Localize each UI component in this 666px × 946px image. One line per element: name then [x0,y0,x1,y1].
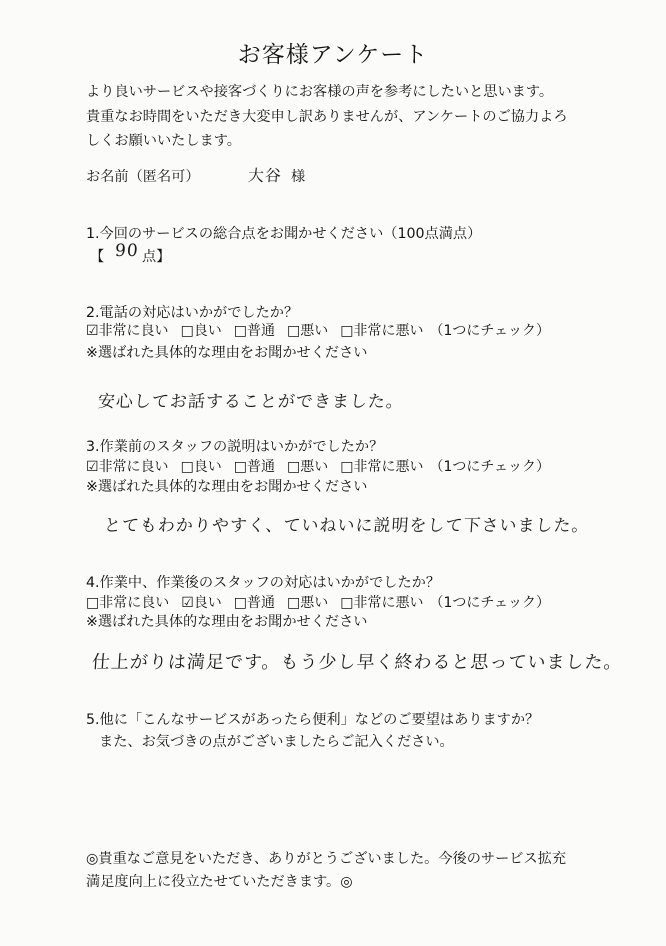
checkbox-checked-icon[interactable]: ☑ [86,459,99,475]
footer-line-2: 満足度向上に役立たせていただきます。◎ [86,874,353,890]
option-q4-3[interactable] [287,595,328,611]
option-label: 良い [193,323,222,339]
q3-reason-prompt: ※選ばれた具体的な理由をお聞かせください [86,479,368,495]
name-suffix: 様 [291,169,306,185]
q3-options [86,456,550,476]
q1-question: 1.今回のサービスの総合点をお聞かせください（100点満点） [86,226,482,242]
q2-answer: 安心してお話することができました。 [97,392,405,412]
checkbox-checked-icon[interactable]: ☑ [86,323,99,339]
q1-score: 90 [114,241,140,261]
q3-question: 3.作業前のスタッフの説明はいかがでしたか？ [86,439,384,455]
option-q4-4[interactable] [340,595,423,611]
q4-reason-prompt: ※選ばれた具体的な理由をお聞かせください [86,614,368,630]
option-q2-3[interactable] [287,323,328,339]
option-label: 普通 [247,323,276,339]
checkbox-unchecked-icon[interactable]: □ [233,459,248,475]
page-title: お客様アンケート [237,42,429,68]
q5-question: 5.他に「こんなサービスがあったら便利」などのご要望はありますか？ [86,712,540,728]
option-label: 非常に悪い [353,323,424,339]
checkbox-unchecked-icon[interactable]: □ [233,595,248,611]
option-q2-2[interactable] [234,323,275,339]
q4-answer: 仕上がりは満足です。もう少し早く終わると思っていました。 [91,652,624,673]
option-label: 非常に良い [99,595,170,611]
option-label: 非常に悪い [353,595,424,611]
option-label: 悪い [300,595,329,611]
footer-line-1: ◎貴重なご意見をいただき、ありがとうございました。今後のサービス拡充 [86,851,567,867]
q4-options [86,592,550,612]
options-note: （1つにチェック） [429,595,550,611]
option-label: 非常に悪い [353,459,424,475]
checkbox-unchecked-icon[interactable]: □ [287,595,301,611]
option-q3-3[interactable] [287,459,328,475]
option-label: 非常に良い [98,459,169,475]
q4-question: 4.作業中、作業後のスタッフの対応はいかがでしたか？ [86,575,441,591]
q2-question: 2.電話の対応はいかがでしたか？ [86,305,299,321]
option-q4-0[interactable] [86,595,169,611]
option-q3-4[interactable] [340,459,423,475]
name-value: 大谷 [247,166,283,185]
option-q3-2[interactable] [234,459,275,475]
intro-line-3: しくお願いいたします。 [86,133,241,149]
q3-answer: とてもわかりやすく、ていねいに説明をして下さいました。 [103,516,591,536]
checkbox-unchecked-icon[interactable]: □ [233,323,248,339]
checkbox-unchecked-icon[interactable]: □ [287,459,301,475]
checkbox-checked-icon[interactable]: ☑ [181,595,194,611]
intro-line-1: より良いサービスや接客づくりにお客様の声を参考にしたいと思います。 [86,84,554,100]
options-note: （1つにチェック） [429,459,550,475]
options-note: （1つにチェック） [429,323,550,339]
checkbox-unchecked-icon[interactable]: □ [287,323,301,339]
option-label: 非常に良い [98,323,169,339]
option-q2-0[interactable] [86,323,169,339]
q1-close: 点】 [142,249,171,265]
q1-open-bracket: 【 [90,249,105,265]
q5-question-2: また、お気づきの点がございましたらご記入ください。 [99,734,454,750]
option-label: 悪い [300,323,329,339]
option-label: 普通 [247,595,276,611]
checkbox-unchecked-icon[interactable]: □ [180,323,194,339]
option-q3-1[interactable] [181,459,222,475]
option-q4-1[interactable] [181,595,222,611]
checkbox-unchecked-icon[interactable]: □ [86,595,100,611]
option-q2-1[interactable] [181,323,222,339]
checkbox-unchecked-icon[interactable]: □ [340,595,354,611]
option-label: 悪い [300,459,329,475]
checkbox-unchecked-icon[interactable]: □ [340,459,354,475]
name-label: お名前（匿名可） [86,169,200,185]
checkbox-unchecked-icon[interactable]: □ [340,323,354,339]
checkbox-unchecked-icon[interactable]: □ [180,459,194,475]
intro-line-2: 貴重なお時間をいただき大変申し訳ありませんが、アンケートのご協力よろ [86,109,568,125]
option-label: 良い [193,595,222,611]
option-q2-4[interactable] [340,323,423,339]
option-q4-2[interactable] [234,595,275,611]
option-label: 良い [193,459,222,475]
q2-reason-prompt: ※選ばれた具体的な理由をお聞かせください [86,345,368,361]
q2-options [86,320,550,340]
option-q3-0[interactable] [86,459,169,475]
option-label: 普通 [247,459,276,475]
